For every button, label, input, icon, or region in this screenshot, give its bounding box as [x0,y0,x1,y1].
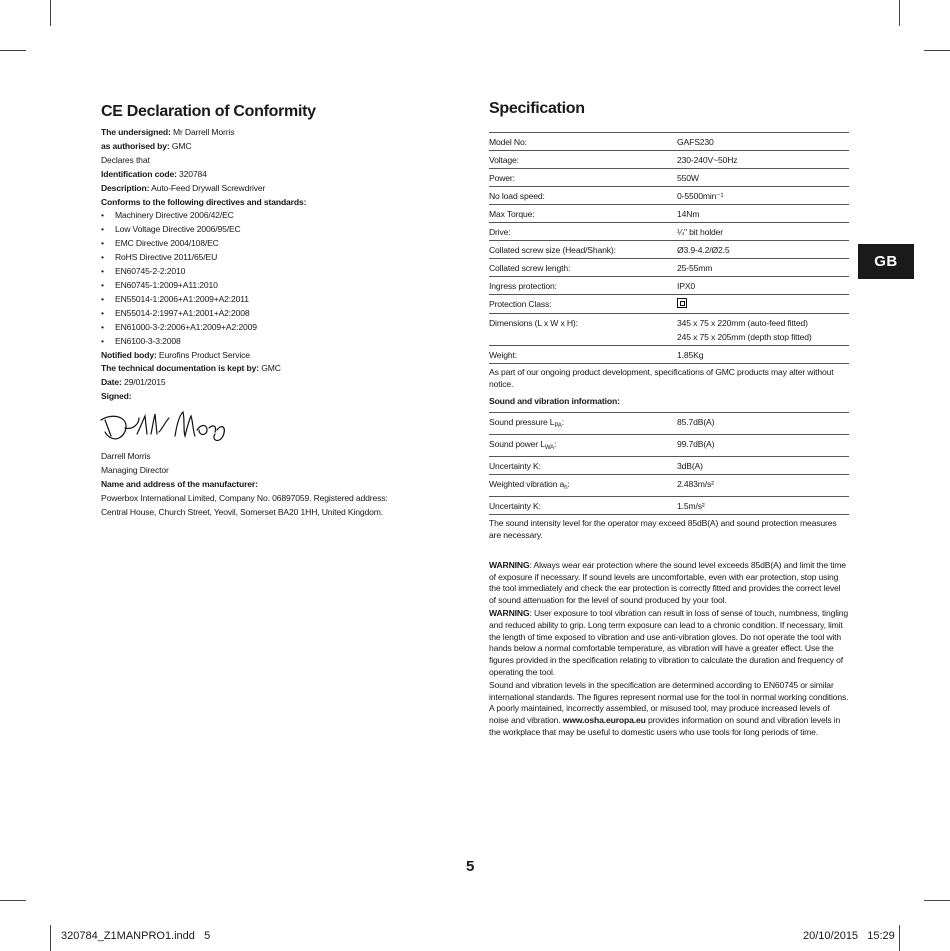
warning-vibration: WARNING: User exposure to tool vibration can result in loss of sense of touch, numbness, tingling and reduced ability to grip. Long term exposure can lead to a chronic condition. If necessary, limit the length of time exposed to vibration and use anti-vibration gloves. Do not operate the tool with hands below a normal comfortable temperature, as vibration will have a greater effect. Use the figures provided in the specification relating to vibration to calculate the duration and frequency of operating the tool. [489,608,848,677]
list-item: • RoHS Directive 2011/65/EU [101,251,391,265]
signer-title: Managing Director [101,465,169,476]
warning-ear-protection: WARNING: Always wear ear protection where the sound level exceeds 85dB(A) and limit the time of exposure if necessary. If sound levels are uncomfortable, even with ear protection, stop using the tool immediately and check the ear protection is correctly fitted and provides the correct level of sound attenuation for the level of sound produced by your tool. [489,559,846,606]
table-row: Dimensions (L x W x H): 345 x 75 x 220mm (auto-feed fitted) 245 x 75 x 205mm (depth stop fitted) [489,314,849,346]
technical-documentation-line: The technical documentation is kept by: GMC [101,363,281,374]
table-row: Max Torque: 14Nm [489,205,849,223]
crop-mark [899,925,900,951]
table-row: Uncertainty K: 1.5m/s² [489,497,849,515]
declares-line: Declares that [101,154,150,165]
crop-mark [50,0,51,26]
table-row: Ingress protection: IPX0 [489,277,849,295]
list-item: • EMC Directive 2004/108/EC [101,237,391,251]
page-number: 5 [466,858,475,875]
crop-mark [0,50,26,51]
crop-mark [899,0,900,26]
table-row: Sound pressure $L_{PA}$: 85.7dB(A) [489,413,849,435]
list-item: • EN55014-1:2006+A1:2009+A2:2011 [101,293,391,307]
specification [489,98,849,740]
table-row: Drive: ¼" bit holder [489,223,849,241]
table-row: Power: 550W [489,169,849,187]
conforms-line: Conforms to the following directives and standards: [101,196,307,207]
sound-note: The sound intensity level for the operator may exceed 85dB(A) and sound protection measures are necessary. [489,518,837,541]
standards-list [101,209,391,348]
list-item: • EN55014-2:1997+A1:2001+A2:2008 [101,307,391,321]
osha-link[interactable]: www.osha.europa.eu [562,715,646,726]
list-item: • EN6100-3-3:2008 [101,335,391,349]
language-tab: GB [858,244,914,279]
footer-file-name: 320784_Z1MANPRO1.indd 5 [61,930,211,942]
table-row: Collated screw length: 25-55mm [489,259,849,277]
table-row: Uncertainty K: 3dB(A) [489,457,849,475]
table-row: Weight: 1.85Kg [489,346,849,364]
table-row: No load speed: 0-5500min⁻¹ [489,187,849,205]
list-item: • EN60745-2-2:2010 [101,265,391,279]
table-row: Sound power $L_{WA}$: 99.7dB(A) [489,435,849,457]
table-row: Model No: GAFS230 [489,133,849,151]
standards-paragraph: Sound and vibration levels in the specification are determined according to EN60745 or similar international standards. The figures represent normal use for the tool in normal working conditions. A poorly maintained, incorrectly assembled, or misused tool, may produce increased levels of noise and vibration. www.osha.europa.eu provides information on sound and vibration levels in the workplace that may be useful to domestic users who use tools for long periods of time. [489,679,849,737]
crop-mark [924,50,950,51]
sound-vibration-title: Sound and vibration information: [489,396,620,407]
spec-table [489,132,849,364]
manufacturer-address: Powerbox International Limited, Company No. 06897059. Registered address: Central House, Church Street, Yeovil, Somerset BA20 1HH, United Kingdom. [101,492,388,517]
ce-declaration [101,102,391,520]
development-note: As part of our ongoing product development, specifications of GMC products may alter without notice. [489,367,834,389]
declaration-title: CE Declaration of Conformity [101,103,316,120]
notified-body-line: Notified body: Eurofins Product Service [101,349,250,360]
table-row: Collated screw size (Head/Shank): Ø3.9-4.2/Ø2.5 [489,241,849,259]
identification-line: Identification code: 320784 [101,168,207,179]
description-line: Description: Auto-Feed Drywall Screwdriver [101,182,266,193]
list-item: • Machinery Directive 2006/42/EC [101,209,391,223]
protection-class-icon [677,298,687,308]
table-row: Voltage: 230-240V~50Hz [489,151,849,169]
signer-name: Darrell Morris [101,451,151,462]
crop-mark [924,900,950,901]
signed-label: Signed: [101,391,132,402]
sound-vibration-table [489,412,849,515]
list-item: • EN61000-3-2:2006+A1:2009+A2:2009 [101,321,391,335]
crop-mark [0,900,26,901]
crop-mark [50,925,51,951]
table-row: Protection Class: [489,295,849,314]
warnings [489,560,849,739]
list-item: • EN60745-1:2009+A11:2010 [101,279,391,293]
footer-timestamp: 20/10/2015 15:29 [803,930,895,942]
specification-title: Specification [489,100,585,117]
manufacturer-label: Name and address of the manufacturer: [101,478,258,489]
undersigned-line: The undersigned: Mr Darrell Morris [101,127,235,137]
list-item: • Low Voltage Directive 2006/95/EC [101,223,391,237]
date-line: Date: 29/01/2015 [101,377,166,388]
table-row: Weighted vibration $a_h$: 2.483m/s² [489,475,849,497]
signature [99,406,391,450]
authorised-line: as authorised by: GMC [101,140,192,151]
